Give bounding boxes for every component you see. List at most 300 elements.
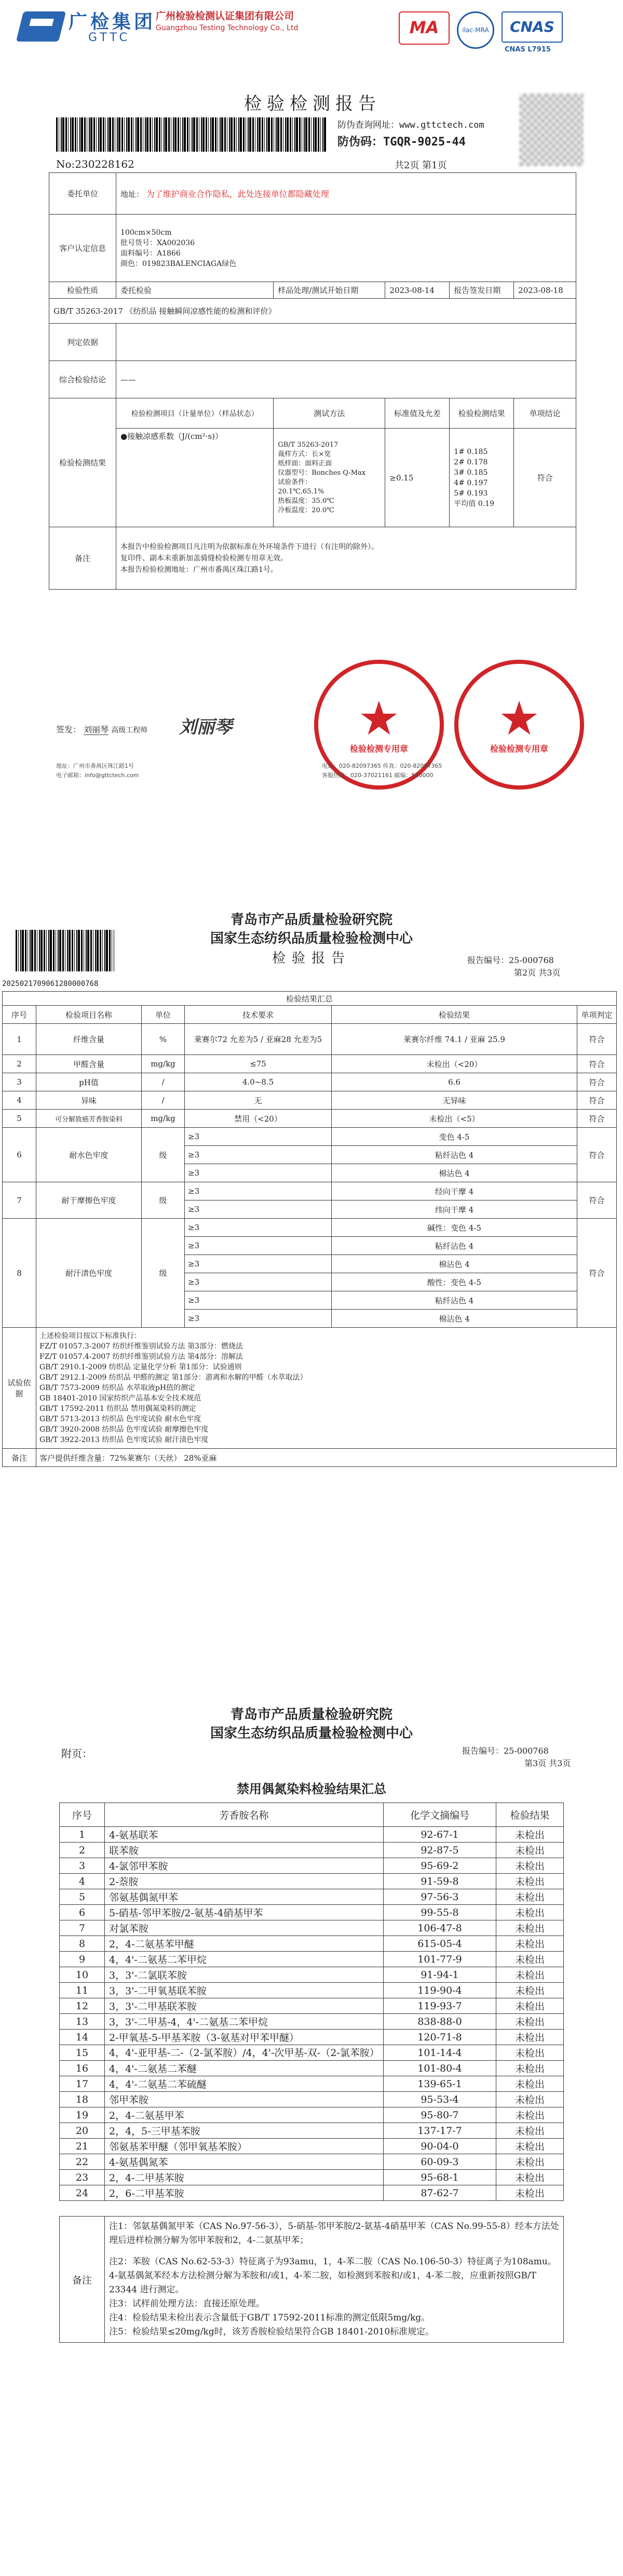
row-no: 20 <box>60 2123 105 2139</box>
basis-line: GB/T 2912.1-2009 纺织品 甲醛的测定 第1部分：游离和水解的甲醛（水萃取法） <box>39 1373 307 1382</box>
report-1-footer-left <box>56 762 139 780</box>
anti-fake-label: 防伪码： <box>337 135 384 149</box>
report-2-serial: 20250217090612800007​68 <box>2 980 99 988</box>
row-judge: 符合 <box>577 1024 617 1055</box>
note-line: 注3：试样前处理方法：直接还原处理。 <box>109 2299 265 2309</box>
row-result: 未检出 <box>496 2139 564 2154</box>
row-req: ≥3 <box>185 1164 332 1182</box>
table-row <box>60 1983 564 1998</box>
row-no: 7 <box>60 1920 105 1936</box>
row-result: 未检出 <box>496 1874 564 1889</box>
report-2-title: 检验报告 <box>272 951 351 966</box>
method-line: 20.1℃,65.1% <box>278 487 324 496</box>
inspection-stamp-2 <box>454 660 584 790</box>
test-item: ●接触凉感系数（J/(cm²·s)） <box>116 429 274 527</box>
basis-line: GB/T 3922-2013 纺织品 色牢度试验 耐汗渍色牢度 <box>39 1436 209 1444</box>
row-result: 莱赛尔纤维 74.1 / 亚麻 25.9 <box>332 1024 577 1055</box>
table-row <box>60 1936 564 1952</box>
row-req: ≥3 <box>185 1291 332 1310</box>
note-line: 注1：邻氨基偶氮甲苯（CAS No.97-56-3），5-硝基-邻甲苯胺/2-氨基-4硝基甲苯（CAS No.99-55-8）经本方法处理后进样检测分解为邻甲苯胺和2，4-二氨基甲苯； <box>109 2221 559 2246</box>
report-3-notes-table <box>59 2216 564 2343</box>
signer-title: 高级工程师 <box>111 726 148 735</box>
footer-phone: 电话：020-82097365 传真：020-82097365 <box>322 763 442 769</box>
query-site-row <box>337 117 484 130</box>
row-result: 未检出 <box>496 2061 564 2076</box>
row-req: ≥3 <box>185 1146 332 1164</box>
row-name: 2-萘胺 <box>105 1874 384 1889</box>
report-3-center: 国家生态纺织品质量检验检测中心 <box>210 1726 413 1741</box>
row-cas: 90-04-0 <box>384 2139 496 2154</box>
row-name: 2-甲氧基-5-甲基苯胺（3-氨基对甲苯甲醚） <box>105 2030 384 2045</box>
row-result: 未检出 <box>496 1998 564 2014</box>
table-row <box>60 1843 564 1858</box>
remarks <box>116 527 576 590</box>
signer-label: 签发： <box>56 725 82 735</box>
row-no: 2 <box>3 1055 36 1073</box>
report-1-pages: 共2页 第1页 <box>395 160 447 171</box>
row-no: 5 <box>60 1889 105 1905</box>
company-full-name: 广州检验检测认证集团有限公司 <box>156 10 294 22</box>
row-judge: 符合 <box>577 1110 617 1128</box>
row-cas: 91-94-1 <box>384 1967 496 1983</box>
row-no: 6 <box>3 1128 36 1182</box>
row-name: 甲醛含量 <box>36 1055 142 1073</box>
table-row <box>3 1073 617 1091</box>
row-name: 耐汗渍色牢度 <box>36 1219 142 1328</box>
row-name: 可分解致癌芳香胺染料 <box>36 1110 142 1128</box>
sample-size: 100cm×50cm <box>120 228 172 237</box>
row-no: 19 <box>60 2107 105 2123</box>
cnas-logo-text: CNAS <box>510 18 554 35</box>
row-req: ≥3 <box>185 1255 332 1273</box>
row-cas: 91-59-8 <box>384 1874 496 1889</box>
row-req: ≥3 <box>185 1273 332 1291</box>
row-unit: 级 <box>142 1219 185 1328</box>
row-result: 未检出 <box>496 2123 564 2139</box>
method-line: 冷板温度：20.0℃ <box>278 506 334 514</box>
table-row <box>60 2061 564 2076</box>
row-no: 10 <box>60 1967 105 1983</box>
method-line: 裁样方式：长×宽 <box>278 450 331 458</box>
row-judge: 符合 <box>577 1073 617 1091</box>
row-no: 15 <box>60 2045 105 2061</box>
table-row <box>60 2092 564 2107</box>
row-no: 5 <box>3 1110 36 1128</box>
row-result: 未检出 <box>496 1983 564 1998</box>
row-result: 未检出 <box>496 1952 564 1967</box>
row-cas: 106-47-8 <box>384 1920 496 1936</box>
table-row <box>60 1920 564 1936</box>
row-result: 粘纤沾色 4 <box>332 1291 577 1310</box>
row-name: 4，4'-二氨基二苯硫醚 <box>105 2076 384 2092</box>
row-result: 未检出 <box>496 1967 564 1983</box>
table-row <box>60 2045 564 2061</box>
company-name: 广检集团 <box>69 11 156 33</box>
report-2-section-title: 检验结果汇总 <box>3 992 617 1006</box>
row-no: 6 <box>60 1905 105 1920</box>
row-no: 7 <box>3 1182 36 1219</box>
row-req: ≤75 <box>185 1055 332 1073</box>
client-label: 委托单位 <box>49 173 116 215</box>
sample-info <box>116 215 576 282</box>
note-line: 注5：检验结果≤20mg/kg时，该芳香胺检验结果符合GB 18401-2010标准规定。 <box>109 2327 435 2337</box>
issue-date-label: 报告签发日期 <box>450 282 514 299</box>
gttc-logo-mark <box>29 19 53 26</box>
row-result: 棉沾色 4 <box>332 1255 577 1273</box>
method-line: 仪器型号：Bonches Q-Max <box>278 469 366 477</box>
r2-col-result: 检验结果 <box>332 1006 577 1024</box>
row-no: 22 <box>60 2154 105 2170</box>
row-judge: 符合 <box>577 1128 617 1182</box>
table-row <box>60 2154 564 2170</box>
row-no: 13 <box>60 2014 105 2030</box>
row-no: 8 <box>3 1219 36 1328</box>
row-unit: mg/kg <box>142 1055 185 1073</box>
note-line: 注2：苯胺（CAS No.62-53-3）特征离子为93amu，1，4-苯二胺（CAS No.106-50-3）特征离子为108amu。4-氨基偶氮苯经本方法检测分解为苯胺和/或1，4-苯二胺，如检测到苯胺和/或1，4-苯二胺，应重新按照GB/T 23344 进行测定。 <box>109 2257 557 2295</box>
report-2 <box>0 893 623 1558</box>
row-cas: 97-56-3 <box>384 1889 496 1905</box>
result-line: 2# 0.178 <box>454 458 488 466</box>
row-name: pH值 <box>36 1073 142 1091</box>
row-name: 4，4'-二氨基二苯甲烷 <box>105 1952 384 1967</box>
row-result: 未检出 <box>496 1889 564 1905</box>
table-row <box>60 1998 564 2014</box>
table-row <box>60 1889 564 1905</box>
row-result: 无异味 <box>332 1091 577 1110</box>
row-result: 棉沾色 4 <box>332 1164 577 1182</box>
row-result: 未检出 <box>496 2170 564 2185</box>
r2-col-name: 检验项目名称 <box>36 1006 142 1024</box>
row-result: 未检出 <box>496 2107 564 2123</box>
r2-col-req: 技术要求 <box>185 1006 332 1024</box>
col-judge: 单项结论 <box>514 398 576 429</box>
row-result: 棉沾色 4 <box>332 1310 577 1328</box>
r3-col-name: 芳香胺名称 <box>105 1803 384 1827</box>
row-no: 21 <box>60 2139 105 2154</box>
table-row <box>60 2139 564 2154</box>
cnas-number: CNAS L7915 <box>505 46 551 54</box>
verdict-basis-label: 判定依据 <box>49 324 116 361</box>
report-2-table <box>2 991 617 1467</box>
sample-info-label: 客户认定信息 <box>49 215 116 282</box>
qr-code-image <box>519 94 584 166</box>
row-cas: 95-80-7 <box>384 2107 496 2123</box>
row-cas: 101-14-4 <box>384 2045 496 2061</box>
row-cas: 99-55-8 <box>384 1905 496 1920</box>
row-result: 未检出 <box>496 2092 564 2107</box>
row-req: ≥3 <box>185 1128 332 1146</box>
sample-color: 颜色：019823BALENCIAGA绿色 <box>120 259 237 268</box>
table-row <box>60 2030 564 2045</box>
row-judge: 符合 <box>577 1055 617 1073</box>
table-row <box>60 2170 564 2185</box>
row-result: 未检出 <box>496 1905 564 1920</box>
report-1-barcode <box>56 117 326 152</box>
row-req: 莱赛尔72 允差为5 / 亚麻28 允差为5 <box>185 1024 332 1055</box>
address-label: 地址： <box>120 190 144 199</box>
row-cas: 95-53-4 <box>384 2092 496 2107</box>
row-result: 碱性：变色 4-5 <box>332 1219 577 1237</box>
notes <box>105 2217 564 2343</box>
report-1-footer-right <box>322 762 442 780</box>
row-result: 未检出 <box>496 2076 564 2092</box>
conclusion-label: 综合检验结论 <box>49 361 116 398</box>
row-cas: 60-09-3 <box>384 2154 496 2170</box>
method-line: GB/T 35263-2017 <box>278 441 338 449</box>
report-2-center: 国家生态纺织品质量检验检测中心 <box>210 931 413 946</box>
report-1 <box>0 0 623 883</box>
test-type: 委托检验 <box>116 282 274 299</box>
row-unit: mg/kg <box>142 1110 185 1128</box>
row-cas: 137-17-7 <box>384 2123 496 2139</box>
row-result: 未检出 <box>496 2185 564 2201</box>
table-row <box>60 2014 564 2030</box>
row-cas: 87-62-7 <box>384 2185 496 2201</box>
row-no: 1 <box>3 1024 36 1055</box>
table-row <box>60 1952 564 1967</box>
remarks-label: 备注 <box>49 527 116 590</box>
row-result: 6.6 <box>332 1073 577 1091</box>
row-no: 23 <box>60 2170 105 2185</box>
row-name: 4-氨基联苯 <box>105 1827 384 1843</box>
table-row <box>60 1874 564 1889</box>
query-site-label: 防伪查询网址： <box>337 120 399 130</box>
row-no: 3 <box>3 1073 36 1091</box>
row-req: ≥3 <box>185 1310 332 1328</box>
row-no: 4 <box>3 1091 36 1110</box>
row-name: 5-硝基-邻甲苯胺/2-氨基-4硝基甲苯 <box>105 1905 384 1920</box>
table-row <box>3 1055 617 1073</box>
sample-fabric: 面料编号：A1866 <box>120 249 181 258</box>
row-result: 未检出 <box>496 2014 564 2030</box>
row-result: 未检出（<5） <box>332 1110 577 1128</box>
r3-col-result: 检验结果 <box>496 1803 564 1827</box>
method-line: 热板温度：35.0℃ <box>278 497 334 505</box>
test-type-label: 检验性质 <box>49 282 116 299</box>
row-name: 对氯苯胺 <box>105 1920 384 1936</box>
row-result: 未检出 <box>496 2154 564 2170</box>
row-name: 3，3'-二氯联苯胺 <box>105 1967 384 1983</box>
report-2-number: 报告编号：25-000768 <box>467 955 554 965</box>
stamp-1-text: 检验检测专用章 <box>349 743 408 754</box>
table-row <box>60 2123 564 2139</box>
row-req: 4.0~8.5 <box>185 1073 332 1091</box>
row-cas: 139-65-1 <box>384 2076 496 2092</box>
result-line: 4# 0.197 <box>454 478 488 487</box>
row-unit: / <box>142 1091 185 1110</box>
star-icon: ★ <box>498 691 540 746</box>
row-name: 2，4-二甲基苯胺 <box>105 2170 384 2185</box>
row-name: 4-氯邻甲苯胺 <box>105 1858 384 1874</box>
row-result: 变色 4-5 <box>332 1128 577 1146</box>
row-result: 粘纤沾色 4 <box>332 1146 577 1164</box>
report-1-title: 检验检测报告 <box>244 94 381 114</box>
row-no: 11 <box>60 1983 105 1998</box>
remark-label: 备注 <box>3 1449 36 1467</box>
row-no: 2 <box>60 1843 105 1858</box>
sample-date-label: 样品处理/测试开始日期 <box>274 282 385 299</box>
company-english-name: Guangzhou Testing Technology Co., Ltd <box>156 24 299 32</box>
basis-line: FZ/T 01057.3-2007 纺织纤维鉴别试验方法 第3部分：燃烧法 <box>39 1342 243 1351</box>
privacy-note: 为了维护商业合作隐私，此处连接单位都隐藏处理 <box>146 189 329 199</box>
table-row <box>60 2076 564 2092</box>
basis-line: GB 18401-2010 国家纺织产品基本安全技术规范 <box>39 1394 201 1403</box>
remark-line: 本报告中检验检测项目凡注明为依据标准在外环境条件下进行（有注明的除外）。 <box>120 542 378 551</box>
row-cas: 119-90-4 <box>384 1983 496 1998</box>
row-name: 2，4，5-三甲基苯胺 <box>105 2123 384 2139</box>
basis-line: GB/T 5713-2013 纺织品 色牢度试验 耐水色牢度 <box>39 1415 201 1423</box>
r3-col-no: 序号 <box>60 1803 105 1827</box>
row-cas: 119-93-7 <box>384 1998 496 2014</box>
row-cas: 95-68-1 <box>384 2170 496 2185</box>
table-row <box>3 1110 617 1128</box>
r2-col-judge: 单项判定 <box>577 1006 617 1024</box>
table-row <box>3 1024 617 1055</box>
cma-logo <box>399 11 450 45</box>
ilac-logo <box>457 11 494 49</box>
sample-batch: 批号货号：XA002036 <box>120 238 195 247</box>
row-cas: 92-87-5 <box>384 1843 496 1858</box>
annex-label: 附页： <box>61 1747 92 1760</box>
anti-fake-row <box>337 133 466 149</box>
report-3-table <box>59 1803 564 2201</box>
result-line: 平均值 0.19 <box>454 499 494 508</box>
basis-line: GB/T 17592-2011 纺织品 禁用偶氮染料的测定 <box>39 1405 196 1413</box>
basis-label: 试验依据 <box>3 1328 36 1449</box>
col-item: 检验检测项目（计量单位）（样品状态） <box>116 398 274 429</box>
row-name: 3，3'-二甲基联苯胺 <box>105 1998 384 2014</box>
row-result: 未检出 <box>496 1858 564 1874</box>
method-line: 纸样面：面料正面 <box>278 459 332 468</box>
report-3-title: 禁用偶氮染料检验结果汇总 <box>237 1781 386 1796</box>
notes-label: 备注 <box>60 2217 105 2343</box>
remark-text: 客户提供纤维含量：72%莱赛尔（天丝） 28%亚麻 <box>36 1449 617 1467</box>
row-name: 邻氨基苯甲醚（邻甲氧基苯胺） <box>105 2139 384 2154</box>
row-cas: 120-71-8 <box>384 2030 496 2045</box>
table-row <box>60 2185 564 2201</box>
row-judge: 符合 <box>577 1182 617 1219</box>
report-3-pages: 第3页 共3页 <box>524 1758 571 1768</box>
issue-date: 2023-08-18 <box>514 282 576 299</box>
r2-col-no: 序号 <box>3 1006 36 1024</box>
table-row <box>3 1182 617 1200</box>
footer-address: 地址：广州市番禺区珠江路1号 <box>56 763 134 769</box>
row-name: 邻甲苯胺 <box>105 2092 384 2107</box>
remark-line: 本报告检验检测地址：广州市番禺区珠江路1号。 <box>120 565 278 574</box>
r2-col-unit: 单位 <box>142 1006 185 1024</box>
report-1-table <box>49 172 576 590</box>
row-result: 粘纤沾色 4 <box>332 1237 577 1255</box>
result-line: 3# 0.185 <box>454 468 488 477</box>
signer-row <box>56 723 147 735</box>
row-name: 4-氨基偶氮苯 <box>105 2154 384 2170</box>
query-site: www.gttctech.com <box>399 120 484 130</box>
row-name: 邻氨基偶氮甲苯 <box>105 1889 384 1905</box>
row-no: 1 <box>60 1827 105 1843</box>
result-line: 1# 0.185 <box>454 447 488 456</box>
result-line: 5# 0.193 <box>454 489 488 498</box>
row-name: 3，3'-二甲氧基联苯胺 <box>105 1983 384 1998</box>
row-result: 纬向干摩 4 <box>332 1200 577 1219</box>
row-result: 经向干摩 4 <box>332 1182 577 1200</box>
table-row <box>60 1858 564 1874</box>
row-cas: 92-67-1 <box>384 1827 496 1843</box>
row-unit: 级 <box>142 1182 185 1219</box>
col-standard: 标准值及允差 <box>385 398 450 429</box>
ilac-logo-text: ilac-MRA <box>462 26 489 34</box>
row-name: 耐水色牢度 <box>36 1128 142 1182</box>
row-name: 2，6-二甲基苯胺 <box>105 2185 384 2201</box>
table-row <box>60 1967 564 1983</box>
row-result: 未检出 <box>496 2030 564 2045</box>
row-judge: 符合 <box>577 1219 617 1328</box>
row-no: 24 <box>60 2185 105 2201</box>
row-no: 18 <box>60 2092 105 2107</box>
row-req: 无 <box>185 1091 332 1110</box>
table-row <box>3 1091 617 1110</box>
test-standard: ≥0.15 <box>385 429 450 527</box>
row-name: 2，4-二氨基苯甲醚 <box>105 1936 384 1952</box>
client-cell <box>116 173 576 215</box>
gttc-logo-icon <box>16 11 66 42</box>
row-result: 未检出 <box>496 1936 564 1952</box>
row-cas: 101-80-4 <box>384 2061 496 2076</box>
row-cas: 838-88-0 <box>384 2014 496 2030</box>
basis-line: GB/T 2910.1-2009 纺织品 定量化学分析 第1部分：试验通则 <box>39 1363 242 1371</box>
footer-email: 电子邮箱：info@gttctech.com <box>56 772 139 779</box>
star-icon: ★ <box>358 691 400 746</box>
table-row <box>60 1905 564 1920</box>
row-no: 12 <box>60 1998 105 2014</box>
row-result: 未检出 <box>496 1827 564 1843</box>
row-name: 异味 <box>36 1091 142 1110</box>
basis-line: 上述检验项目按以下标准执行： <box>39 1332 141 1340</box>
conclusion: —— <box>116 361 576 398</box>
row-no: 3 <box>60 1858 105 1874</box>
row-cas: 615-05-4 <box>384 1936 496 1952</box>
test-judge: 符合 <box>514 429 576 527</box>
row-name: 3，3'-二甲基-4，4'-二氨基二苯甲烷 <box>105 2014 384 2030</box>
row-name: 联苯胺 <box>105 1843 384 1858</box>
cma-logo-text: MA <box>409 18 439 37</box>
report-3-number: 报告编号：25-000768 <box>462 1746 549 1756</box>
test-basis: GB/T 35263-2017 《纺织品 接触瞬间凉感性能的检测和评价》 <box>49 299 576 324</box>
basis-line: FZ/T 01057.4-2007 纺织纤维鉴别试验方法 第4部分：溶解法 <box>39 1353 243 1361</box>
cnas-logo <box>502 11 563 43</box>
row-no: 9 <box>60 1952 105 1967</box>
basis-list <box>36 1328 617 1449</box>
report-2-barcode <box>16 930 114 971</box>
row-no: 8 <box>60 1936 105 1952</box>
row-name: 2，4-二氨基甲苯 <box>105 2107 384 2123</box>
row-name: 纤维含量 <box>36 1024 142 1055</box>
test-results <box>450 429 514 527</box>
anti-fake-code: TGQR-9025-44 <box>383 136 466 149</box>
row-req: ≥3 <box>185 1219 332 1237</box>
row-unit: / <box>142 1073 185 1091</box>
row-name: 4，4'-亚甲基-二-（2-氯苯胺）/4，4'-次甲基-双-（2-氯苯胺） <box>105 2045 384 2061</box>
row-result: 未检出 <box>496 1920 564 1936</box>
row-name: 耐干摩擦色牢度 <box>36 1182 142 1219</box>
col-result: 检验检测结果 <box>450 398 514 429</box>
report-1-number: No:230228162 <box>56 158 134 170</box>
sample-date: 2023-08-14 <box>385 282 450 299</box>
row-result: 未检出（<20） <box>332 1055 577 1073</box>
basis-line: GB/T 3920-2008 纺织品 色牢度试验 耐摩擦色牢度 <box>39 1425 209 1434</box>
row-result: 未检出 <box>496 1843 564 1858</box>
report-3-org: 青岛市产品质量检验研究院 <box>230 1707 392 1723</box>
row-req: ≥3 <box>185 1182 332 1200</box>
